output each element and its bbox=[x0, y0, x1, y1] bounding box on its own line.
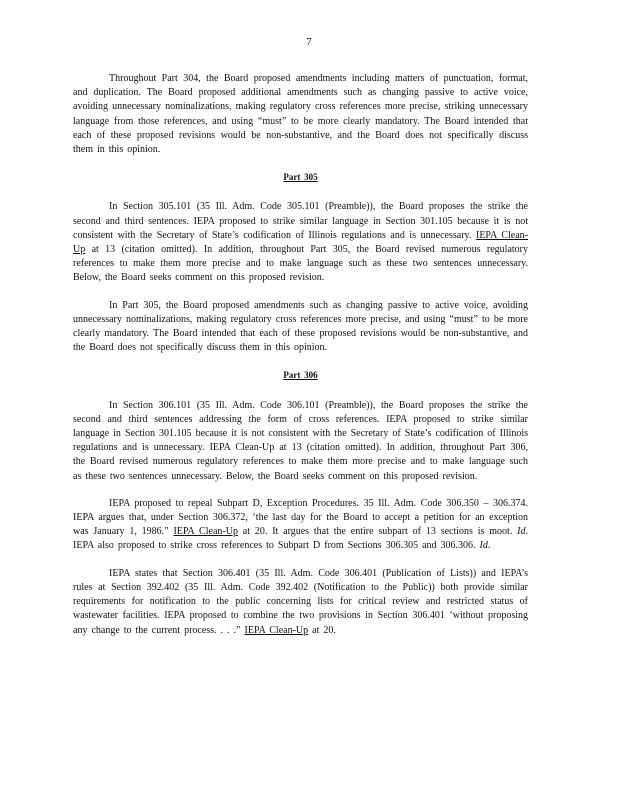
page-number: 7 bbox=[306, 36, 312, 48]
paragraph-subpart-d: IEPA proposed to repeal Subpart D, Exception Procedures. 35 Ill. Adm. Code 306.350 – 306.374. IEPA argues that, under Section 306.372, ‘the last day for the Board to accept a petition for an exception was January 1, 1986.” IEPA Clean-Up at 20. It argues that the entire subpart of 13 sections is moot. Id. IEPA also proposed to strike cross references to Subpart D from Sections 306.305 and 306.306. Id. bbox=[73, 497, 529, 552]
paragraph-section-306-101: In Section 306.101 (35 Ill. Adm. Code 306.101 (Preamble)), the Board proposes the strike the second and third sentences addressing the form of cross references. IEPA proposed to strike similar language in Section 301.105 because it is not consistent with the Secretary of State’s codification of Illinois regulations and is unnecessary. IEPA Clean-Up at 13 (citation omitted). In addition, throughout Part 306, the Board revised numerous regulatory references to make them more precise and to make language such as these two sentences unnecessary. Below, the Board seeks comment on this proposed revision. bbox=[73, 399, 528, 482]
citation: IEPA Clean-Up bbox=[173, 526, 238, 538]
paragraph-section-306-401: IEPA states that Section 306.401 (35 Ill. Adm. Code 306.401 (Publication of Lists)) and IEPA’s rules at Section 392.402 (35 Ill. Adm. Code 392.402 (Notification to the Public)) both provide similar requirements for notification to the public concerning lists for critical review and restricted status of wastewater facilities. IEPA proposed to combine the two provisions in Section 306.401 ‘without proposing any change to the current process. . . .” IEPA Clean-Up at 20. bbox=[73, 567, 528, 636]
section-heading-part-306: Part 306 bbox=[283, 370, 318, 381]
citation: IEPA Clean-Up bbox=[244, 624, 309, 636]
section-heading-part-305: Part 305 bbox=[283, 172, 318, 183]
document-body bbox=[73, 72, 528, 651]
paragraph-part-304: Throughout Part 304, the Board proposed amendments including matters of punctuation, format, and duplication. The Board proposed additional amendments such as changing passive to active voice, avoiding unnecessary nominalizations, making regulatory cross references more precise, striking unnecessary language from those references, and using “must” to be more clearly mandatory. The Board intended that each of these proposed revisions would be non-substantive, and the Board does not specifically discuss them in this opinion. bbox=[73, 73, 528, 156]
citation-id: Id bbox=[517, 526, 526, 538]
paragraph-section-305-101: In Section 305.101 (35 Ill. Adm. Code 305.101 (Preamble)), the Board proposes the strike the second and third sentences. IEPA proposed to strike similar language in Section 301.105 because it is not consistent with the Secretary of State’s codification of Illinois regulations and is unnecessary. IEPA Clean-Up at 13 (citation omitted). In addition, throughout Part 305, the Board revised numerous regulatory references to make them more precise and to make language such as these two sentences unnecessary. Below, the Board seeks comment on this proposed revision. bbox=[73, 201, 528, 284]
paragraph-part-305: In Part 305, the Board proposed amendments such as changing passive to active voice, avoiding unnecessary nominalizations, making regulatory cross references more precise, and using “must” to be more clearly mandatory. The Board intended that each of these proposed revisions would be non-substantive, and the Board does not specifically discuss them in this opinion. bbox=[73, 299, 528, 354]
citation: IEPA Clean-Up bbox=[73, 229, 528, 256]
citation-id: Id bbox=[479, 540, 488, 552]
